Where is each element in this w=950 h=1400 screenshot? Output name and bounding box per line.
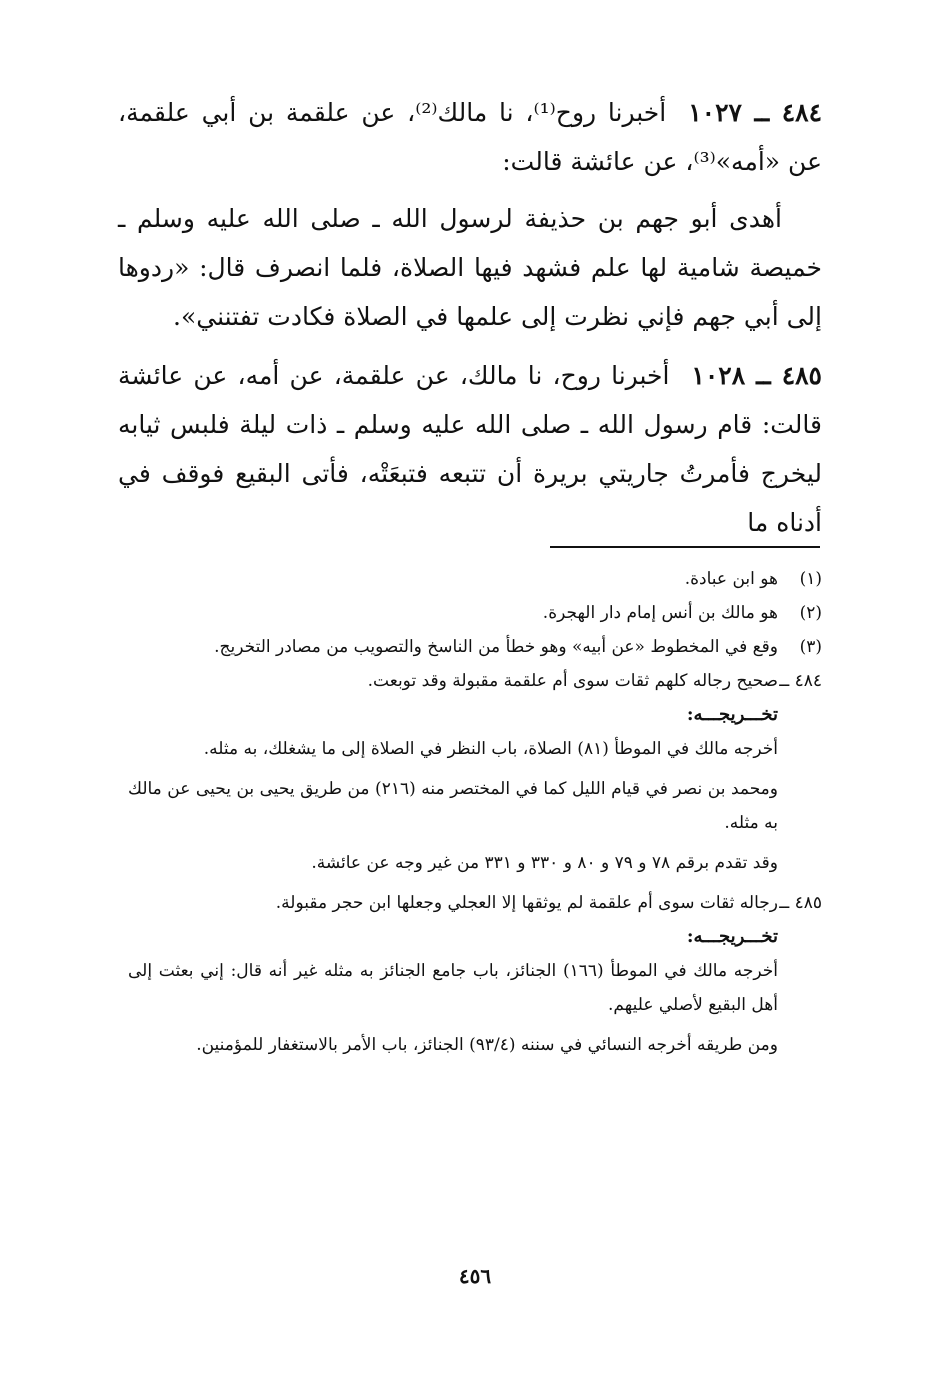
footnotes-section xyxy=(128,562,822,1068)
footnote-text: هو ابن عبادة. xyxy=(684,569,778,589)
takhrij-485-heading: تخـــريجـــه: xyxy=(686,926,778,947)
hadith-484-isnad xyxy=(118,88,822,186)
footnote-separator xyxy=(550,546,820,548)
takhrij-485-source-2: ومن طريقه أخرجه النسائي في سننه (٩٣/٤) الجنائز، باب الأمر بالاستغفار للمؤمنين. xyxy=(196,1035,778,1055)
footnote-2 xyxy=(128,596,822,630)
takhrij-484-source-2: ومحمد بن نصر في قيام الليل كما في المختصر منه (٢١٦) من طريق يحيى بن يحيى عن مالك به مثله. xyxy=(128,779,779,833)
footnote-1 xyxy=(128,562,822,596)
main-text xyxy=(118,88,822,547)
takhrij-484-source-1: أخرجه مالك في الموطأ (٨١) الصلاة، باب النظر في الصلاة إلى ما يشغلك، به مثله. xyxy=(203,739,778,759)
takhrij-484-source-3: وقد تقدم برقم ٧٨ و ٧٩ و ٨٠ و ٣٣٠ و ٣٣١ من غير وجه عن عائشة. xyxy=(311,853,778,873)
takhrij-485-grade xyxy=(128,886,822,920)
takhrij-number: ٤٨٥ ــ xyxy=(779,893,822,913)
footnote-text: وقع في المخطوط «عن أبيه» وهو خطأ من الناسخ والتصويب من مصادر التخريج. xyxy=(214,637,778,657)
takhrij-484-grade xyxy=(128,664,822,698)
hadith-484-isnad-text: أخبرنا روح⁽¹⁾، نا مالك⁽²⁾، عن علقمة بن أبي علقمة، عن «أمه»⁽³⁾، عن عائشة قالت: xyxy=(118,98,822,176)
takhrij-484-heading: تخـــريجـــه: xyxy=(686,704,778,725)
hadith-484-number: ٤٨٤ ــ ١٠٢٧ xyxy=(688,98,823,127)
takhrij-485-source-1: أخرجه مالك في الموطأ (١٦٦) الجنائز، باب جامع الجنائز به مثله غير أنه قال: إني بعثت إلى أهل البقيع لأصلي عليهم. xyxy=(128,961,779,1015)
hadith-485-number: ٤٨٥ ــ ١٠٢٨ xyxy=(691,361,822,390)
hadith-485 xyxy=(118,351,822,547)
footnote-number: (٣) xyxy=(799,637,822,657)
footnote-text: هو مالك بن أنس إمام دار الهجرة. xyxy=(542,603,778,623)
footnote-number: (٢) xyxy=(799,603,822,623)
footnote-number: (١) xyxy=(799,569,822,589)
hadith-484-matn: أهدى أبو جهم بن حذيفة لرسول الله ـ صلى الله عليه وسلم ـ خميصة شامية لها علم فشهد فيها الصلاة، فلما انصرف قال: «ردوها إلى أبي جهم فإني نظرت إلى علمها في الصلاة فكادت تفتنني». xyxy=(118,204,822,331)
page-number: ٤٥٦ xyxy=(458,1264,492,1288)
takhrij-grade-text: رجاله ثقات سوى أم علقمة لم يوثقها إلا العجلي وجعلها ابن حجر مقبولة. xyxy=(275,893,778,913)
takhrij-grade-text: صحيح رجاله كلهم ثقات سوى أم علقمة مقبولة وقد توبعت. xyxy=(367,671,778,691)
takhrij-number: ٤٨٤ ــ xyxy=(779,671,822,691)
footnote-3 xyxy=(128,630,822,664)
hadith-485-text: أخبرنا روح، نا مالك، عن علقمة، عن أمه، عن عائشة قالت: قام رسول الله ـ صلى الله عليه وسلم ـ ذات ليلة فلبس ثيابه ليخرج فأمرتُ جاريتي بريرة أن تتبعه فتبعَتْه، فأتى البقيع فوقف في أدناه ما xyxy=(118,361,822,537)
